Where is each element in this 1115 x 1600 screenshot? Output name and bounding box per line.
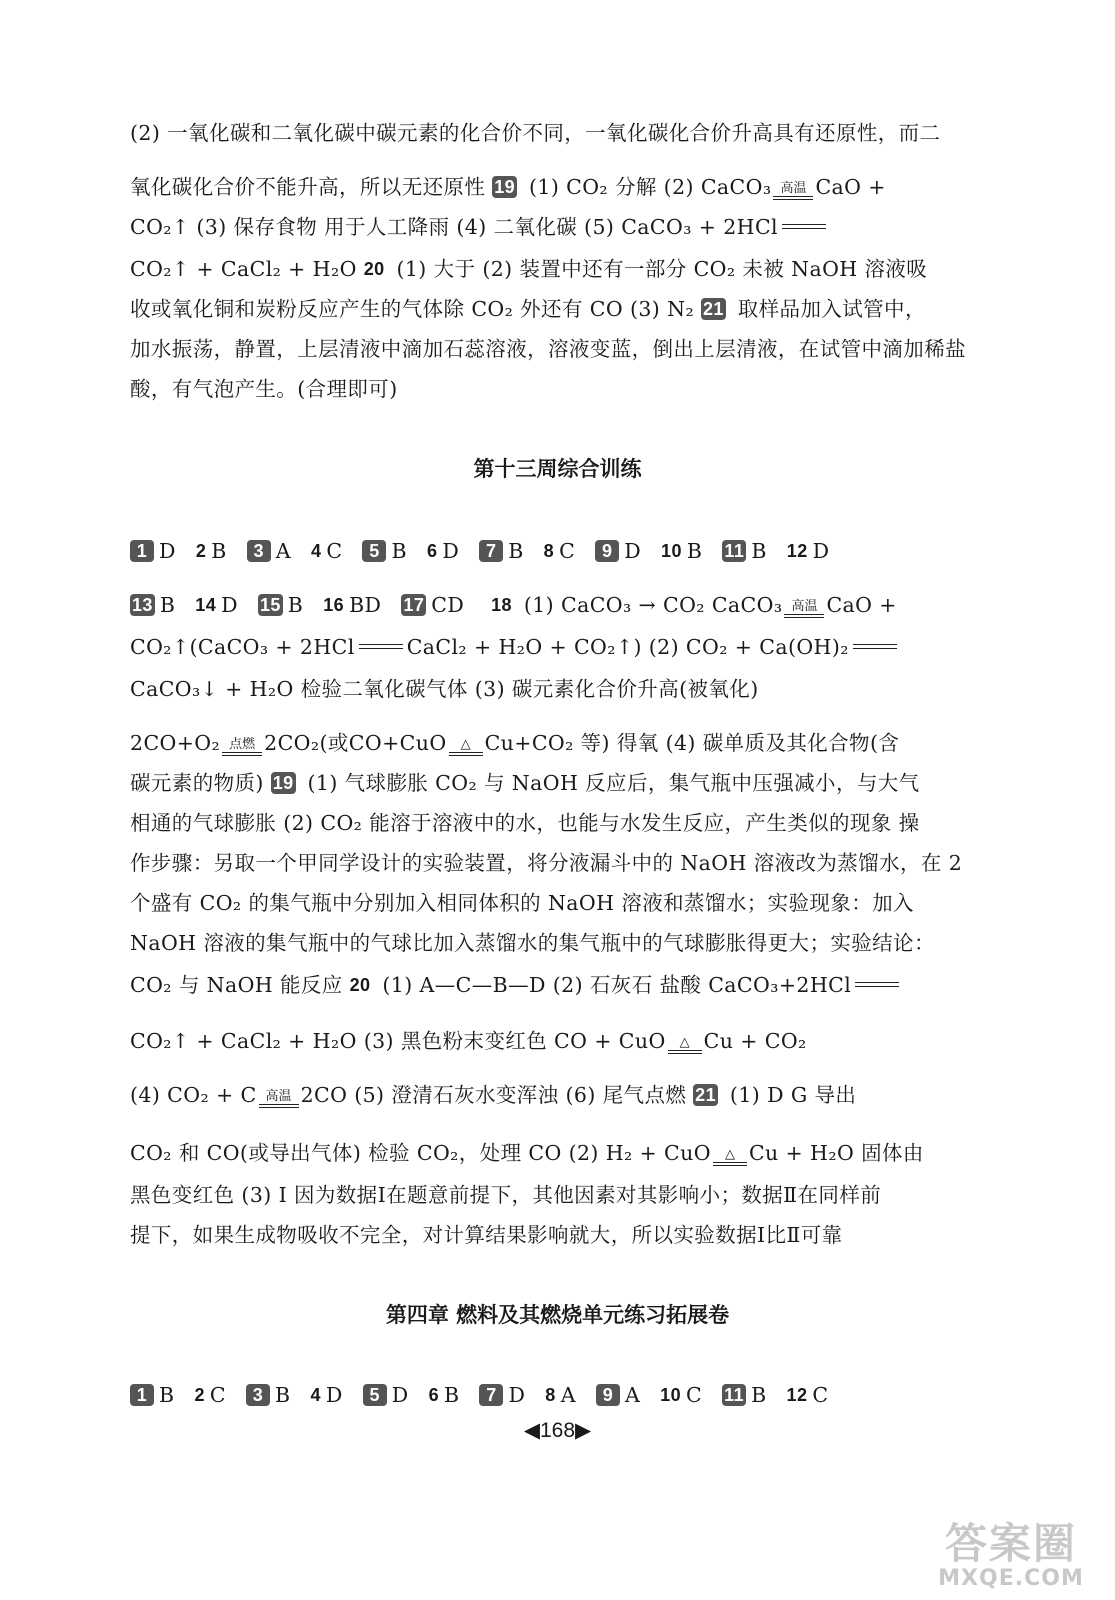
answer-row <box>130 1380 990 1410</box>
question-number-badge: 3 <box>247 540 271 562</box>
text-line: 作步骤：另取一个甲同学设计的实验装置，将分液漏斗中的 NaOH 溶液改为蒸馏水，在 2 <box>130 851 963 875</box>
answer-item <box>722 1380 766 1410</box>
text-line: NaOH 溶液的集气瓶中的气球比加入蒸馏水的集气瓶中的气球膨胀得更大；实验结论： <box>130 931 935 955</box>
text-line: 提下，如果生成物吸收不完全，对计算结果影响就大，所以实验数据Ⅰ比Ⅱ可靠 <box>130 1223 843 1247</box>
question-number-badge: 3 <box>246 1384 270 1406</box>
question-number-badge: 19 <box>494 177 516 197</box>
answer-row <box>130 536 990 566</box>
text-line: 氧化碳化合价不能升高，所以无还原性 19 (1) CO₂ 分解 (2) CaCO₃ 高温 CaO + <box>130 175 886 199</box>
question-number: 16 <box>323 595 345 615</box>
answer-choice: A <box>560 1383 576 1407</box>
answer-choice: B <box>159 593 176 617</box>
answer-choice: C <box>209 1383 226 1407</box>
question-number-badge: 9 <box>596 1384 620 1406</box>
question-number: 8 <box>545 1385 556 1405</box>
answer-choice: B <box>159 1383 175 1407</box>
answer-choice: D <box>812 539 830 563</box>
answer-choice: D <box>159 539 176 563</box>
answer-item <box>246 1380 290 1410</box>
text-line: CO₂↑(CaCO₃ + 2HCl CaCl₂ + H₂O + CO₂↑) (2) CO₂ + Ca(OH)₂ <box>130 632 990 662</box>
text-line: 黑色变红色 (3) Ⅰ 因为数据Ⅰ在题意前提下，其他因素对其影响小；数据Ⅱ在同样前 <box>130 1183 882 1207</box>
answer-choice: D <box>442 539 460 563</box>
question-number-badge: 1 <box>130 540 154 562</box>
question-number: 2 <box>194 1385 205 1405</box>
question-number-badge: 13 <box>132 595 153 615</box>
question-number: 14 <box>195 595 217 615</box>
answer-item <box>545 1380 576 1410</box>
text-line: (4) CO₂ + C 高温 2CO (5) 澄清石灰水变浑浊 (6) 尾气点燃 21 (1) D G 导出 <box>130 1083 857 1107</box>
answer-item <box>429 1380 460 1410</box>
answer-item <box>596 1380 640 1410</box>
answer-choice: C <box>326 539 343 563</box>
text-line: CO₂ 与 NaOH 能反应 20 (1) A—C—B—D (2) 石灰石 盐酸 CaCO₃+2HCl <box>130 970 990 1000</box>
answer-item <box>247 536 291 566</box>
question-number-badge: 21 <box>695 1085 716 1105</box>
answer-choice: C <box>812 1383 829 1407</box>
answer-choice: D <box>508 1383 526 1407</box>
answer-item <box>479 536 523 566</box>
answer-item <box>323 590 381 620</box>
question-number-badge: 21 <box>703 299 724 319</box>
text-line: 加水振荡，静置，上层清液中滴加石蕊溶液，溶液变蓝，倒出上层清液，在试管中滴加稀盐 <box>130 337 966 361</box>
question-number-badge: 5 <box>363 1384 387 1406</box>
answer-choice: B <box>751 1383 767 1407</box>
answer-choice: D <box>391 1383 409 1407</box>
text-line: 2CO+O₂ 点燃 2CO₂(或CO+CuO △ Cu+CO₂ 等) 得氧 (4) 碳单质及其化合物(含 <box>130 731 900 755</box>
question-number: 12 <box>786 1385 808 1405</box>
answer-item <box>787 536 830 566</box>
reaction-condition: 高温 <box>773 182 813 200</box>
answer-item <box>479 1380 525 1410</box>
question-number: 8 <box>543 541 555 561</box>
answer-item <box>362 536 406 566</box>
answer-item <box>595 536 641 566</box>
question-number-badge: 5 <box>362 540 386 562</box>
answer-item <box>787 1380 829 1410</box>
text-line: CaCO₃↓ + H₂O 检验二氧化碳气体 (3) 碳元素化合价升高(被氧化) <box>130 677 759 701</box>
answer-item <box>311 536 343 566</box>
question-number: 10 <box>660 1385 681 1405</box>
question-number: 4 <box>310 1385 321 1405</box>
question-number: 20 <box>363 259 385 279</box>
text-line: 个盛有 CO₂ 的集气瓶中分别加入相同体积的 NaOH 溶液和蒸馏水；实验现象：加入 <box>130 891 914 915</box>
section-heading: 第十三周综合训练 <box>473 457 642 481</box>
text-line: CO₂ 和 CO(或导出气体) 检验 CO₂，处理 CO (2) H₂ + CuO △ Cu + H₂O 固体由 <box>130 1141 924 1165</box>
answer-item <box>310 1380 342 1410</box>
question-number: 2 <box>195 541 207 561</box>
question-number-badge: 7 <box>479 540 503 562</box>
answer-choice: B <box>508 539 524 563</box>
answer-choice: B <box>391 539 407 563</box>
question-number-badge: 11 <box>722 1384 746 1406</box>
answer-item <box>130 536 176 566</box>
reaction-condition: 高温 <box>784 600 824 618</box>
answer-choice: CD <box>431 593 465 617</box>
answer-item <box>661 536 702 566</box>
answer-item <box>544 536 576 566</box>
answer-item <box>401 590 464 620</box>
answer-choice: C <box>559 539 576 563</box>
question-number: 18 <box>491 595 512 615</box>
answer-choice: B <box>274 1383 291 1407</box>
question-number-badge: 11 <box>722 540 746 562</box>
answer-row: 13 B 14 D 15 B 16 BD 17 CD 18 (1) CaCO₃ → CO₂ CaCO₃ 高温 CaO + <box>130 590 990 620</box>
page-number: ◀168▶ <box>523 1419 592 1442</box>
question-number: 12 <box>786 541 808 561</box>
answer-item <box>722 536 766 566</box>
answer-item <box>130 1380 174 1410</box>
question-number: 20 <box>349 975 371 995</box>
question-number: 6 <box>428 1385 439 1405</box>
answer-choice: C <box>685 1383 703 1407</box>
answer-choice: D <box>624 539 642 563</box>
answer-item <box>196 536 227 566</box>
watermark: 答案圈 MXQE.COM <box>938 1519 1084 1591</box>
text-line: 收或氧化铜和炭粉反应产生的气体除 CO₂ 外还有 CO (3) N₂ 21 取样品加入试管中， <box>130 297 926 321</box>
text-line: 碳元素的物质) 19 (1) 气球膨胀 CO₂ 与 NaOH 反应后，集气瓶中压强减小，与大气 <box>130 771 920 795</box>
question-number-badge: 15 <box>259 595 281 615</box>
question-number: 4 <box>310 541 322 561</box>
answer-choice: B <box>443 1383 460 1407</box>
text-line: CO₂↑ + CaCl₂ + H₂O (3) 黑色粉末变红色 CO + CuO △ Cu + CO₂ <box>130 1029 807 1053</box>
question-number: 10 <box>661 541 682 561</box>
answer-item <box>130 590 175 620</box>
text-line: CO₂↑ (3) 保存食物 用于人工降雨 (4) 二氧化碳 (5) CaCO₃ + 2HCl <box>130 212 990 242</box>
answer-choice: B <box>686 539 703 563</box>
question-number-badge: 19 <box>272 773 294 793</box>
answer-choice: BD <box>349 593 382 617</box>
answer-item <box>258 590 303 620</box>
answer-item <box>195 590 238 620</box>
text-line: 酸，有气泡产生。(合理即可) <box>130 377 398 401</box>
answer-item <box>427 536 459 566</box>
answer-choice: B <box>211 539 227 563</box>
text-line: CO₂↑ + CaCl₂ + H₂O 20 (1) 大于 (2) 装置中还有一部分 CO₂ 未被 NaOH 溶液吸 <box>130 254 990 284</box>
question-number-badge: 17 <box>403 595 425 615</box>
answer-choice: B <box>287 593 304 617</box>
answer-choice: A <box>624 1383 641 1407</box>
question-number-badge: 9 <box>595 540 619 562</box>
answer-choice: D <box>221 593 238 617</box>
text-line: 相通的气球膨胀 (2) CO₂ 能溶于溶液中的水，也能与水发生反应，产生类似的现象 操 <box>130 811 920 835</box>
answer-choice: A <box>275 539 291 563</box>
equals-sign <box>782 224 826 229</box>
section-heading: 第四章 燃料及其燃烧单元练习拓展卷 <box>385 1303 730 1327</box>
answer-choice: B <box>751 539 767 563</box>
answer-item <box>660 1380 702 1410</box>
answer-item <box>194 1380 226 1410</box>
question-number-badge: 1 <box>130 1384 154 1406</box>
question-number: 6 <box>426 541 438 561</box>
answer-item <box>363 1380 409 1410</box>
text-line: (2) 一氧化碳和二氧化碳中碳元素的化合价不同，一氧化碳化合价升高具有还原性，而二 <box>130 121 941 145</box>
question-number-badge: 7 <box>479 1384 503 1406</box>
answer-choice: D <box>325 1383 343 1407</box>
